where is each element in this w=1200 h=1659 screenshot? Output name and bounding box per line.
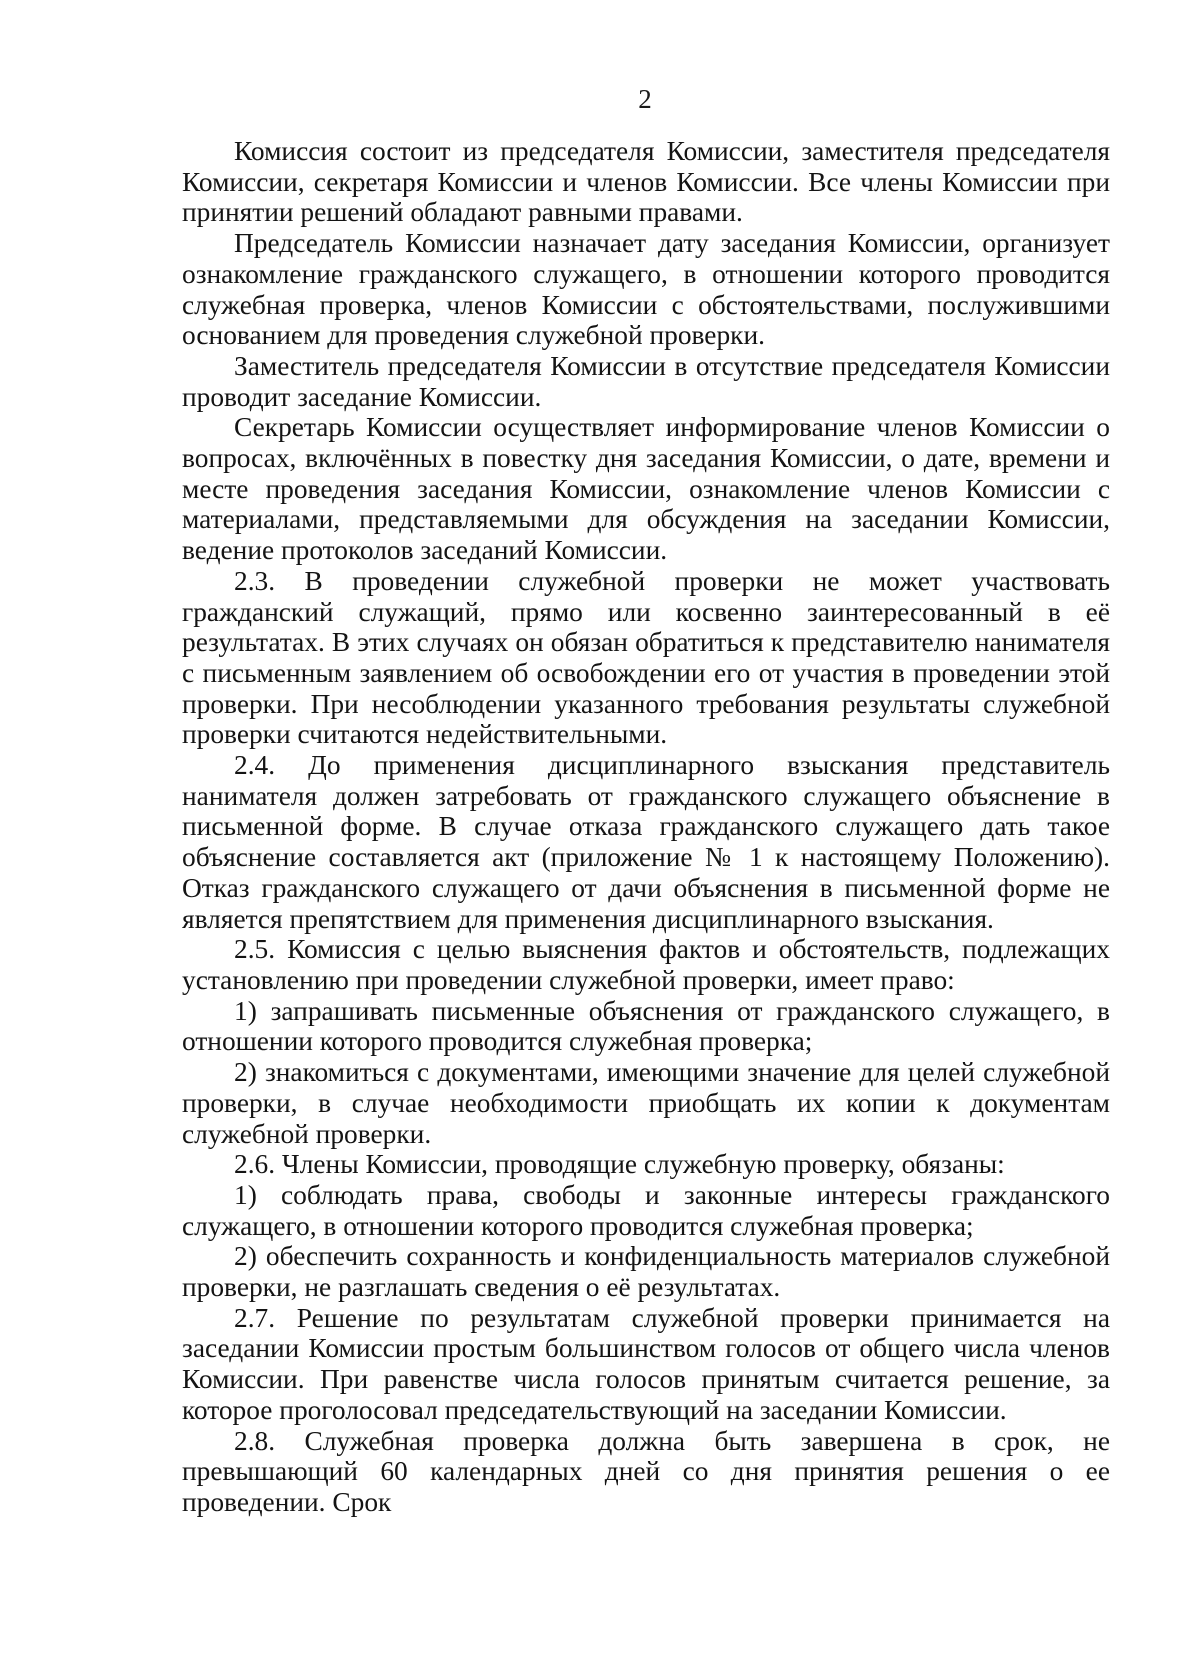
paragraph-2-7: 2.7. Решение по результатам служебной проверки принимается на заседании Комиссии простым большинством голосов от общего числа членов Комиссии. При равенстве числа голосов принятым считается решение, за которое проголосовал председательствующий на заседании Комиссии. [182, 1302, 1110, 1425]
paragraph-2-3: 2.3. В проведении служебной проверки не может участвовать гражданский служащий, прямо или косвенно заинтересованный в её результатах. В этих случаях он обязан обратиться к представителю нанимателя с письменным заявлением об освобождении его от участия в проведении этой проверки. При несоблюдении указанного требования результаты служебной проверки считаются недействительными. [182, 565, 1110, 750]
paragraph-2-6: 2.6. Члены Комиссии, проводящие служебную проверку, обязаны: [234, 1149, 1005, 1180]
paragraph-2-6-item-1: 1) соблюдать права, свободы и законные интересы гражданского служащего, в отношении которого проводится служебная проверка; [182, 1179, 1110, 1241]
paragraph-2-8: 2.8. Служебная проверка должна быть завершена в срок, не превышающий 60 календарных дней со дня принятия решения о ее проведении. Срок [182, 1425, 1110, 1517]
page-number: 2 [638, 84, 652, 114]
paragraph-2-4: 2.4. До применения дисциплинарного взыскания представитель нанимателя должен затребовать от гражданского служащего объяснение в письменной форме. В случае отказа гражданского служащего дать такое объяснение составляется акт (приложение № 1 к настоящему Положению). Отказ гражданского служащего от дачи объяснения в письменной форме не является препятствием для применения дисциплинарного взыскания. [182, 750, 1110, 934]
paragraph-2-5-item-1: 1) запрашивать письменные объяснения от гражданского служащего, в отношении которого проводится служебная проверка; [182, 995, 1110, 1057]
paragraph-chairman-duties: Председатель Комиссии назначает дату заседания Комиссии, организует ознакомление гражданского служащего, в отношении которого проводится служебная проверка, членов Комиссии с обстоятельствами, послужившими основанием для проведения служебной проверки. [182, 228, 1110, 351]
paragraph-2-6-item-2: 2) обеспечить сохранность и конфиденциальность материалов служебной проверки, не разглашать сведения о её результатах. [182, 1241, 1110, 1303]
paragraph-2-5-item-2: 2) знакомиться с документами, имеющими значение для целей служебной проверки, в случае необходимости приобщать их копии к документам служебной проверки. [182, 1057, 1110, 1149]
paragraph-secretary-duties: Секретарь Комиссии осуществляет информирование членов Комиссии о вопросах, включённых в повестку дня заседания Комиссии, о дате, времени и месте проведения заседания Комиссии, ознакомление членов Комиссии с материалами, представляемыми для обсуждения на заседании Комиссии, ведение протоколов заседаний Комиссии. [182, 412, 1110, 566]
paragraph-2-5: 2.5. Комиссия с целью выяснения фактов и обстоятельств, подлежащих установлению при проведении служебной проверки, имеет право: [182, 934, 1110, 995]
paragraph-deputy-chairman: Заместитель председателя Комиссии в отсутствие председателя Комиссии проводит заседание Комиссии. [182, 350, 1110, 412]
document-body [182, 136, 1110, 1518]
paragraph-commission-composition: Комиссия состоит из председателя Комиссии, заместителя председателя Комиссии, секретаря Комиссии и членов Комиссии. Все члены Комиссии при принятии решений обладают равными правами. [182, 136, 1110, 228]
